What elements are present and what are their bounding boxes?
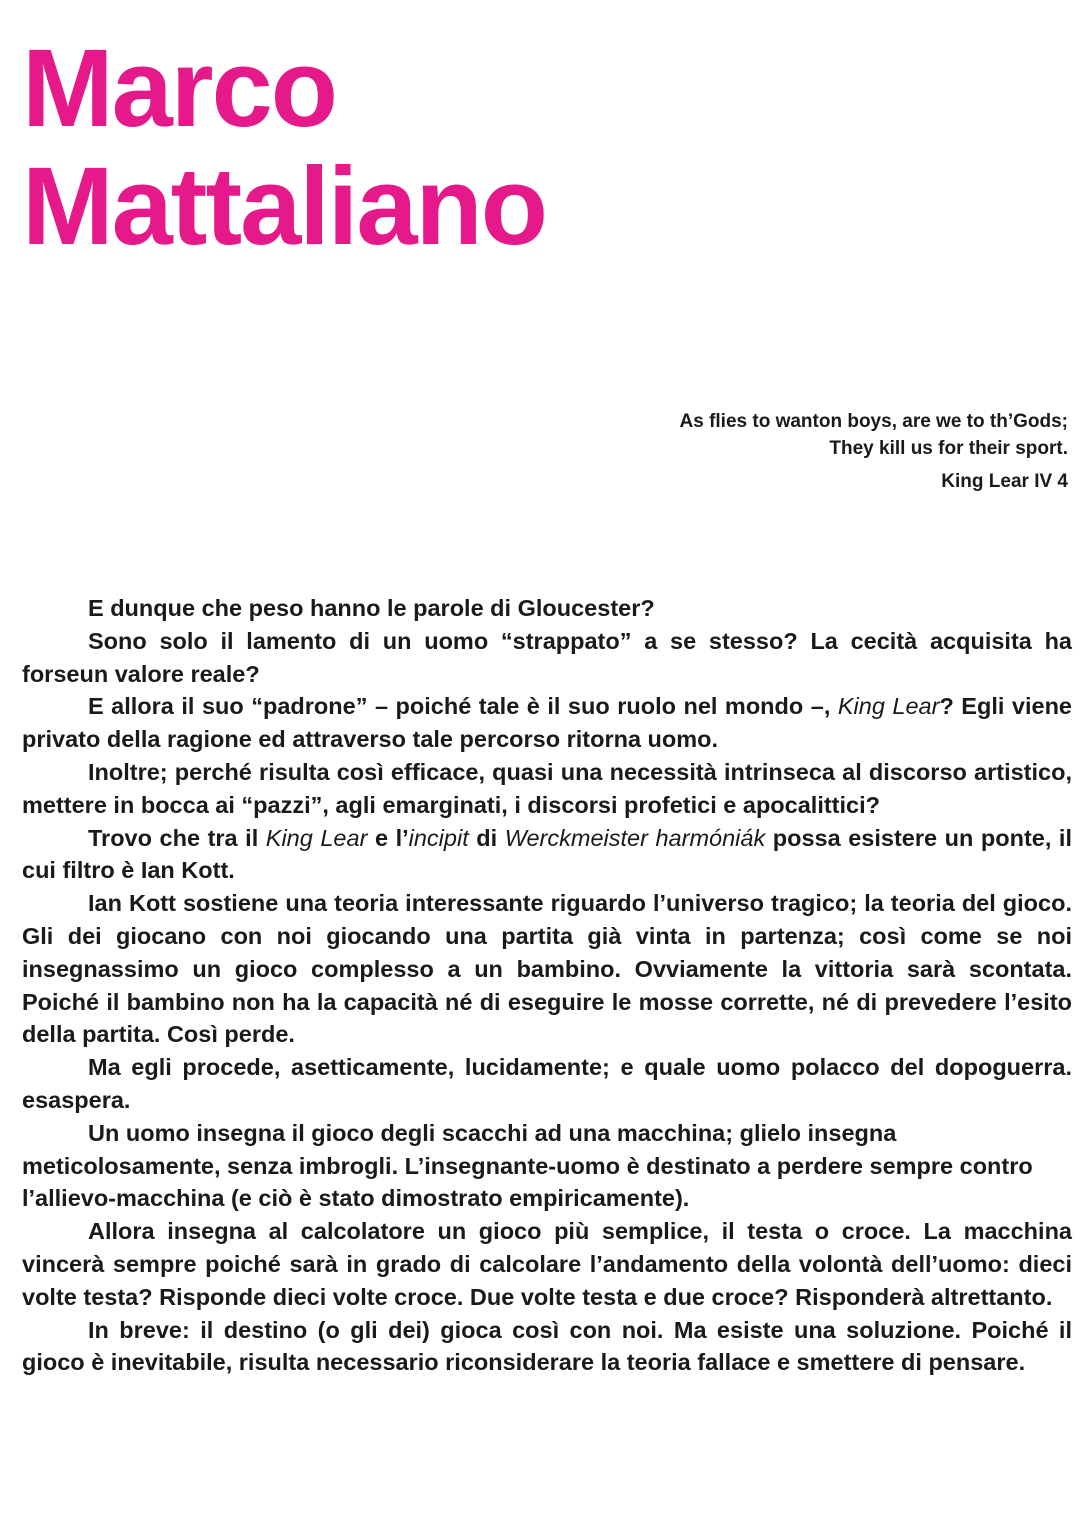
paragraph-7 [22, 1051, 1072, 1117]
paragraph-9-text: Allora insegna al calcolatore un gioco più semplice, il testa o croce. La macchina vincerà sempre poiché sarà in grado di calcolare l’andamento della volontà dell’uomo: dieci volte testa? Risponde dieci volte croce. Due volte testa e due croce? Risponderà altrettanto. [22, 1218, 1072, 1310]
paragraph-10-text: In breve: il destino (o gli dei) gioca così con noi. Ma esiste una soluzione. Poiché il gioco è inevitabile, risulta necessario riconsiderare la teoria fallace e smettere di pensare. [22, 1316, 1072, 1376]
paragraph-10 [22, 1314, 1072, 1380]
paragraph-5-text-a: Trovo che tra il [88, 824, 266, 851]
essay-body [22, 592, 1072, 1379]
paragraph-8-text-a: Un uomo insegna il gioco degli scacchi ad una macchina; glielo insegna meticolosamente, senza imbrogli. L’insegnante-uomo è destinato a perdere sempre contro [22, 1119, 1033, 1179]
paragraph-3 [22, 690, 1072, 756]
paragraph-5-text-c: di [468, 824, 505, 851]
paragraph-9 [22, 1215, 1072, 1313]
author-name-title [22, 27, 546, 268]
paragraph-3-text-a: E allora il suo “padrone” – poiché tale è il suo ruolo nel mondo –, [88, 693, 838, 720]
paragraph-8-text-b: l’allievo-macchina (e ciò è stato dimostrato empiricamente). [22, 1185, 690, 1212]
epigraph [680, 408, 1069, 495]
paragraph-4-text: Inoltre; perché risulta così efficace, quasi una necessità intrinseca al discorso artistico, mettere in bocca ai “pazzi”, agli emarginati, i discorsi profetici e apocalittici? [22, 758, 1072, 818]
epigraph-line-1: As flies to wanton boys, are we to th’Gods; [679, 411, 1068, 432]
paragraph-5-italic-1: King Lear [265, 824, 368, 851]
paragraph-5-italic-2: incipit [408, 824, 469, 851]
title-first-name: Marco [22, 27, 336, 150]
paragraph-3-italic-title: King Lear [837, 693, 940, 720]
title-last-name: Mattaliano [22, 145, 546, 268]
paragraph-5-text-b: e l’ [367, 824, 409, 851]
paragraph-5 [22, 822, 1072, 888]
epigraph-source: King Lear IV 4 [941, 471, 1068, 492]
paragraph-1-text: E dunque che peso hanno le parole di Gloucester? [88, 595, 655, 621]
paragraph-6 [22, 887, 1072, 1051]
paragraph-8 [22, 1117, 1072, 1215]
paragraph-2-text: Sono solo il lamento di un uomo “strappato” a se stesso? La cecità acquisita ha forseun valore reale? [22, 627, 1072, 687]
paragraph-6-text: Ian Kott sostiene una teoria interessante riguardo l’universo tragico; la teoria del gioco. Gli dei giocano con noi giocando una partita già vinta in partenza; così come se noi insegnassimo un gioco complesso a un bambino. Ovviamente la vittoria sarà scontata. Poiché il bambino non ha la capacità né di eseguire le mosse corrette, né di prevedere l’esito della partita. Così perde. [22, 890, 1072, 1048]
paragraph-3-text-b: ? Egli viene privato della ragione ed attraverso tale percorso ritorna uomo. [22, 693, 1072, 753]
epigraph-line-2: They kill us for their sport. [829, 438, 1068, 459]
paragraph-5-italic-3: Werckmeister harmóniák [504, 824, 766, 851]
paragraph-4 [22, 756, 1072, 822]
paragraph-2 [22, 625, 1072, 691]
paragraph-1 [22, 592, 1072, 625]
paragraph-7-text: Ma egli procede, asetticamente, lucidamente; e quale uomo polacco del dopoguerra. esaspera. [22, 1054, 1072, 1113]
paragraph-5-text-d: possa esistere un ponte, il cui filtro è Ian Kott. [22, 824, 1072, 884]
